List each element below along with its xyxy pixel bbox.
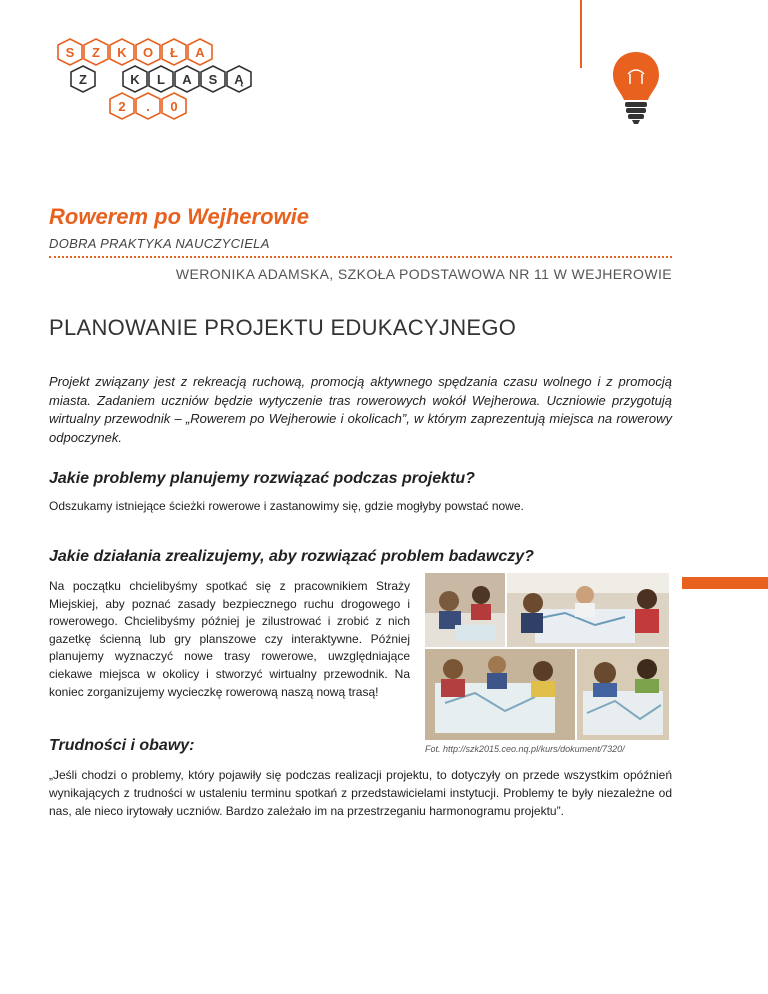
logo-letter: 2 [118,99,126,114]
logo-letter: Z [92,45,100,60]
logo-letter: O [142,45,154,60]
question-2-heading: Jakie działania zrealizujemy, aby rozwiązać problem badawczy? [49,548,534,565]
logo-letter: L [157,72,165,87]
photo-students-4 [577,649,669,740]
szkola-z-klasa-logo [56,38,272,122]
question-2-text: Na początku chcielibyśmy spotkać się z pracownikiem Straży Miejskiej, aby poznać zasady bezpiecznego ruchu drogowego i rowerowego. Chcielibyśmy później je zilustrować i zrobić z nich gazetkę ścienną lub gry planszowe czy interaktywne. Później planujemy wyznaczyć nowe trasy rowerowe, uwzględniające ciekawe miejsca w okolicy i stworzyć wirtualny przewodnik. Na koniec zorganizujemy wycieczkę rowerową naszą nową trasą! [49,579,410,699]
question-1-heading: Jakie problemy planujemy rozwiązać podczas projektu? [49,470,475,487]
logo-letter: S [208,72,218,87]
header-vertical-line [580,0,582,68]
logo-letter: A [195,45,205,60]
logo-letter: K [130,72,140,87]
section-title: PLANOWANIE PROJEKTU EDUKACYJNEGO [49,315,517,340]
intro-paragraph: Projekt związany jest z rekreacją ruchową, promocją aktywnego spędzania czasu wolnego i z promocją miasta. Zadaniem uczniów będzie wytyczenie tras rowerowych wokół Wejherowa. Uczniowie przygotują wirtualny przewodnik – „Rowerem po Wejherowie i okolicach”, w którym zaprezentują miejsca na rowerowy odpoczynek. [49,374,672,445]
logo-letter: S [65,45,75,60]
article-subtitle: DOBRA PRAKTYKA NAUCZYCIELA [49,236,270,251]
photo-students-3 [425,649,575,740]
photo-students-2 [507,573,669,647]
photo-students-1 [425,573,505,647]
orange-accent-bar [682,577,768,589]
question-3-heading: Trudności i obawy: [49,737,195,754]
logo-letter: . [146,99,150,114]
dotted-divider [49,256,672,258]
logo-letter: Ł [170,45,178,60]
logo-letter: Ą [234,72,244,87]
logo-letter: K [117,45,127,60]
logo-row-1 [58,39,212,65]
author-line: WERONIKA ADAMSKA, SZKOŁA PODSTAWOWA NR 11 W WEJHEROWIE [175,266,672,282]
question-1-text: Odszukamy istniejące ścieżki rowerowe i zastanowimy się, gdzie mogłyby powstać nowe. [49,499,524,513]
article-title: Rowerem po Wejherowie [49,204,309,229]
logo-letter: 0 [170,99,178,114]
lightbulb-icon [610,50,662,126]
photo-caption: Fot. http://szk2015.ceo.nq.pl/kurs/dokument/7320/ [425,744,625,754]
photo-collage [425,573,669,740]
question-3-text: „Jeśli chodzi o problemy, który pojawiły się podczas realizacji projektu, to dotyczyły on przede wszystkim opóźnień wynikających z trudności w ustaleniu terminu spotkań z przedstawicielami instytucji. Problemy te były niezależne od nas, ale nieco irytowały uczniów. Bardzo zależało im na przestrzeganiu harmonogramu projektu”. [49,768,672,818]
logo-letter: A [182,72,192,87]
logo-hexagons [56,38,272,122]
logo-letter: Z [79,72,87,87]
